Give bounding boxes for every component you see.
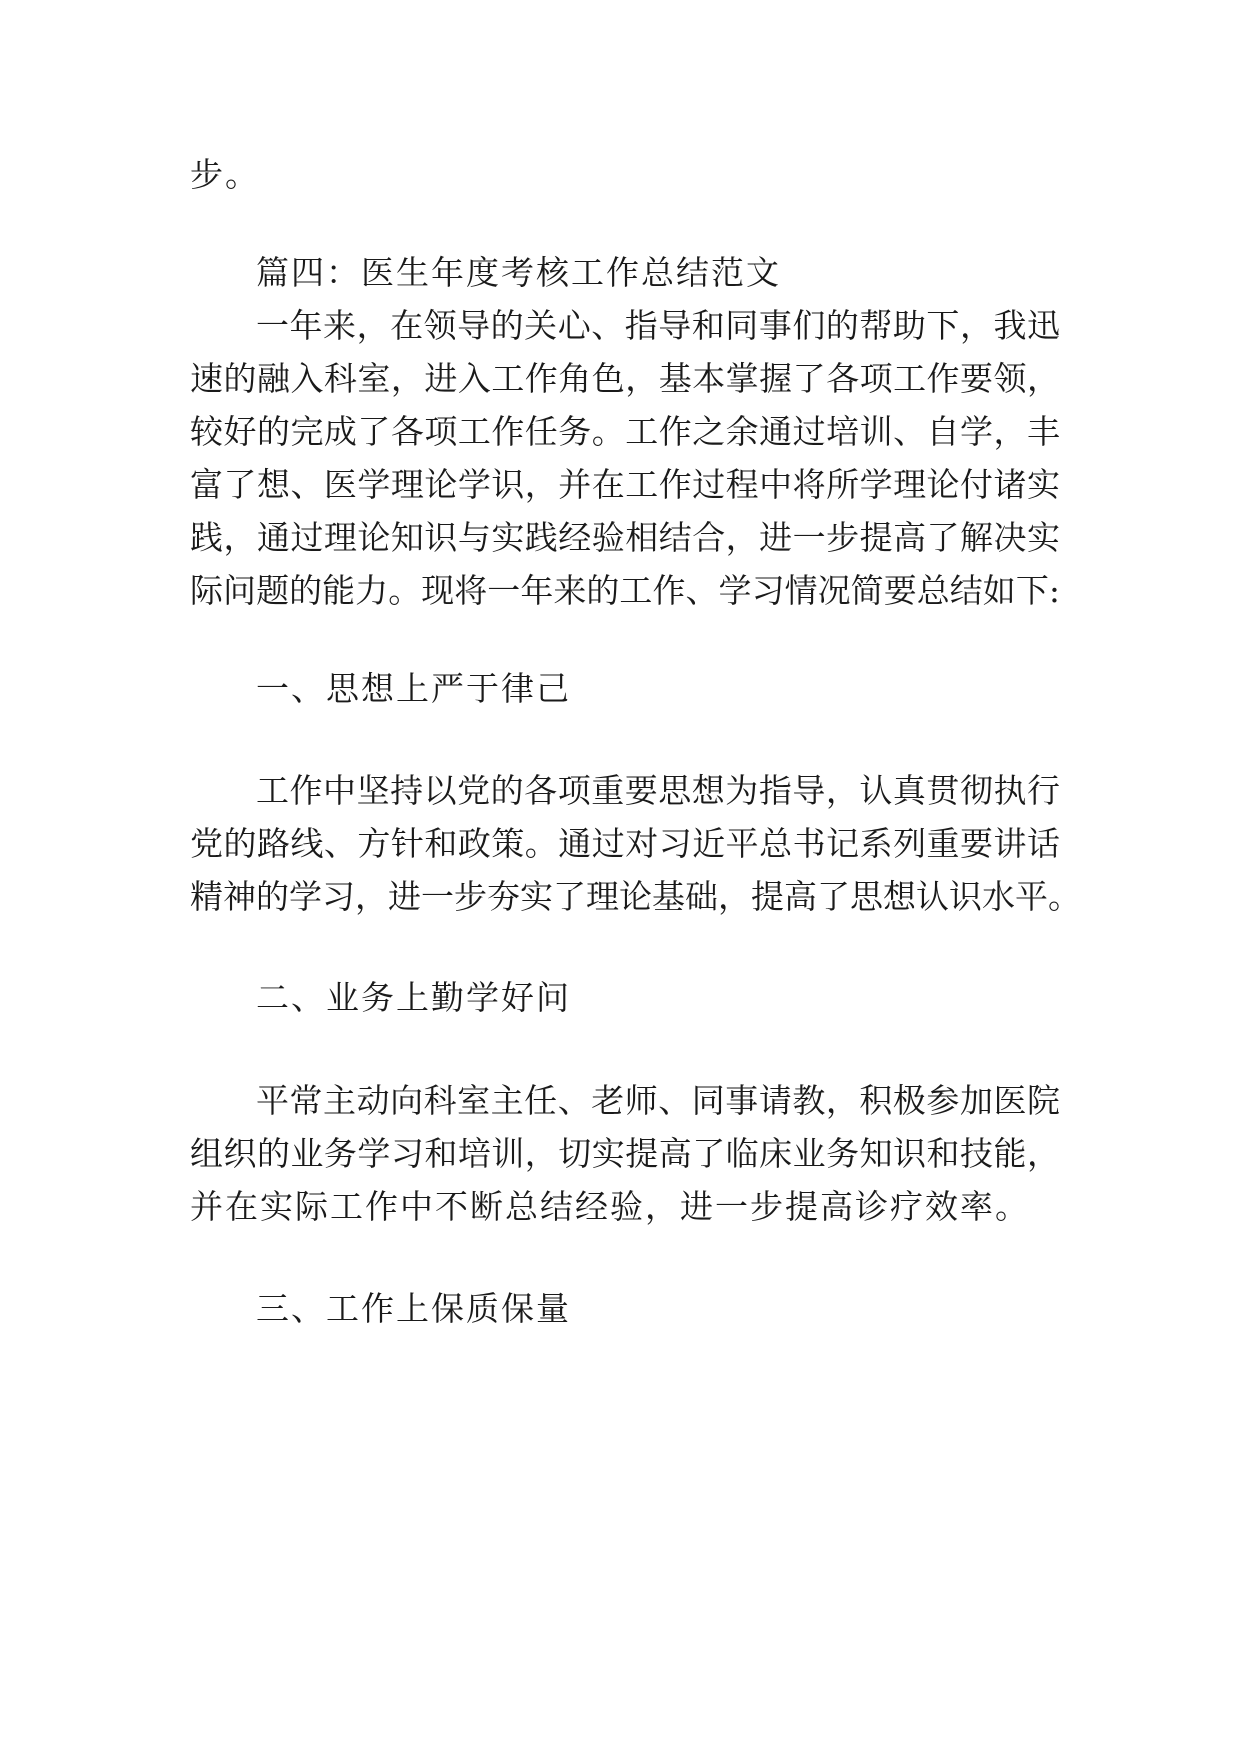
paragraph-line: 践，通过理论知识与实践经验相结合，进一步提高了解决实	[190, 518, 1060, 557]
section-title: 篇四：医生年度考核工作总结范文	[256, 253, 781, 292]
paragraph-line: 平常主动向科室主任、老师、同事请教，积极参加医院	[256, 1081, 1060, 1120]
subheading: 二、业务上勤学好问	[256, 978, 571, 1017]
paragraph-line: 富了想、医学理论学识，并在工作过程中将所学理论付诸实	[190, 465, 1060, 504]
subheading: 三、工作上保质保量	[256, 1289, 571, 1328]
subheading: 一、思想上严于律己	[256, 669, 571, 708]
paragraph-line: 一年来，在领导的关心、指导和同事们的帮助下，我迅	[256, 306, 1060, 345]
paragraph-line: 组织的业务学习和培训，切实提高了临床业务知识和技能，	[190, 1134, 1060, 1173]
text-line-continuation: 步。	[190, 155, 260, 194]
paragraph-line: 并在实际工作中不断总结经验，进一步提高诊疗效率。	[190, 1187, 1030, 1226]
paragraph-line: 较好的完成了各项工作任务。工作之余通过培训、自学，丰	[190, 412, 1060, 451]
paragraph-line: 党的路线、方针和政策。通过对习近平总书记系列重要讲话	[190, 824, 1060, 863]
paragraph-line: 工作中坚持以党的各项重要思想为指导，认真贯彻执行	[256, 771, 1060, 810]
paragraph-line: 精神的学习，进一步夯实了理论基础，提高了思想认识水平。	[190, 877, 1081, 916]
paragraph-line: 际问题的能力。现将一年来的工作、学习情况简要总结如下:	[190, 571, 1060, 610]
paragraph-line: 速的融入科室，进入工作角色，基本掌握了各项工作要领，	[190, 359, 1060, 398]
